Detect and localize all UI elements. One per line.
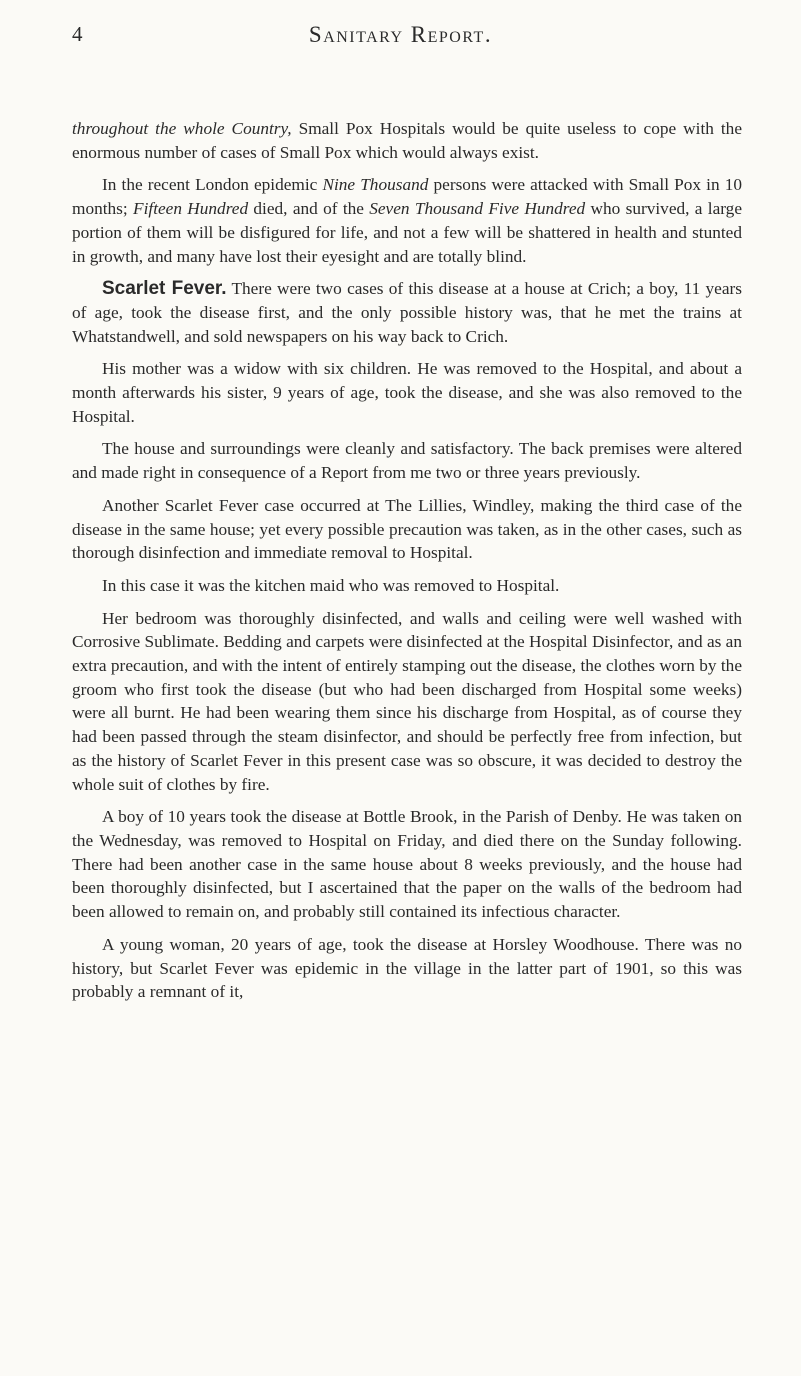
paragraph-text: In this case it was the kitchen maid who was removed to Hospital. xyxy=(102,575,560,595)
paragraph-text: There were two cases of this disease at a house at Crich; a boy, 11 years of age, took the disease first, and the only possible history was, that he met the trains at Whatstandwell, and sold newspapers on his way back to Crich. xyxy=(72,279,742,346)
italic-text: Fifteen Hundred xyxy=(133,199,249,219)
paragraph-text: In the recent London epidemic xyxy=(102,175,323,195)
paragraph-text: A boy of 10 years took the disease at Bottle Brook, in the Parish of Denby. He was taken on the Wednesday, was removed to Hospital on Friday, and died there on the Sunday following. There had been another case in the same house about 8 weeks previously, and the house had been thoroughly disinfected, but I ascertained that the paper on the walls of the bedroom had been allowed to remain on, and probably still contained its infectious character. xyxy=(72,807,742,922)
page-number: 4 xyxy=(72,22,83,46)
paragraph xyxy=(72,173,742,268)
italic-text: Nine Thousand xyxy=(322,175,429,195)
paragraph xyxy=(72,805,742,924)
paragraph xyxy=(72,117,742,164)
paragraph-text: who survived, a large portion of them will be disfigured for life, and not a few will be shattered in health and stunted in growth, and many have lost their eyesight and are totally blind. xyxy=(72,199,742,266)
paragraph-text: His mother was a widow with six children. He was removed to the Hospital, and about a month afterwards his sister, 9 years of age, took the disease, and she was also removed to the Hospital. xyxy=(72,359,742,426)
report-body xyxy=(72,117,742,1013)
paragraph-text: The house and surroundings were cleanly and satisfactory. The back premises were altered and made right in consequence of a Report from me two or three years previously. xyxy=(72,439,742,483)
italic-text: throughout the whole Country, xyxy=(72,119,292,138)
section-heading: Scarlet Fever. xyxy=(102,278,227,300)
paragraph xyxy=(72,277,742,348)
paragraph xyxy=(72,437,742,484)
paragraph xyxy=(72,494,742,565)
paragraph-text: A young woman, 20 years of age, took the disease at Horsley Woodhouse. There was no history, but Scarlet Fever was epidemic in the village in the latter part of 1901, so this was probably a remnant of it, xyxy=(72,934,742,1002)
paragraph-text: died, and of the xyxy=(248,199,370,219)
paragraph-text: Small Pox Hospitals would be quite useless to cope with the enormous number of cases of Small Pox which would always exist. xyxy=(72,119,742,162)
paragraph xyxy=(72,357,742,428)
italic-text: Seven Thousand Five Hundred xyxy=(369,199,586,219)
paragraph xyxy=(72,574,742,598)
paragraph-text: persons were attacked with Small Pox in 10 months; xyxy=(72,175,742,219)
page-header xyxy=(0,22,801,62)
paragraph xyxy=(72,933,742,1004)
paragraph-text: Another Scarlet Fever case occurred at The Lillies, Windley, making the third case of the disease in the same house; yet every possible precaution was taken, as in the other cases, such as thorough disinfection and immediate removal to Hospital. xyxy=(72,495,742,563)
paragraph-text: Her bedroom was thoroughly disinfected, and walls and ceiling were well washed with Corrosive Sublimate. Bedding and carpets were disinfected at the Hospital Disinfector, and as an extra precaution, and with the intent of entirely stamping out the disease, the clothes worn by the groom who first took the disease (but who had been discharged from Hospital some weeks) were all burnt. He had been wearing them since his discharge from Hospital, as of course they had been passed through the steam disinfector, and should be perfectly free from infection, but as the history of Scarlet Fever in this present case was so obscure, it was decided to destroy the whole suit of clothes by fire. xyxy=(72,608,742,794)
paragraph xyxy=(72,607,742,797)
running-title: Sanitary Report. xyxy=(308,22,493,47)
